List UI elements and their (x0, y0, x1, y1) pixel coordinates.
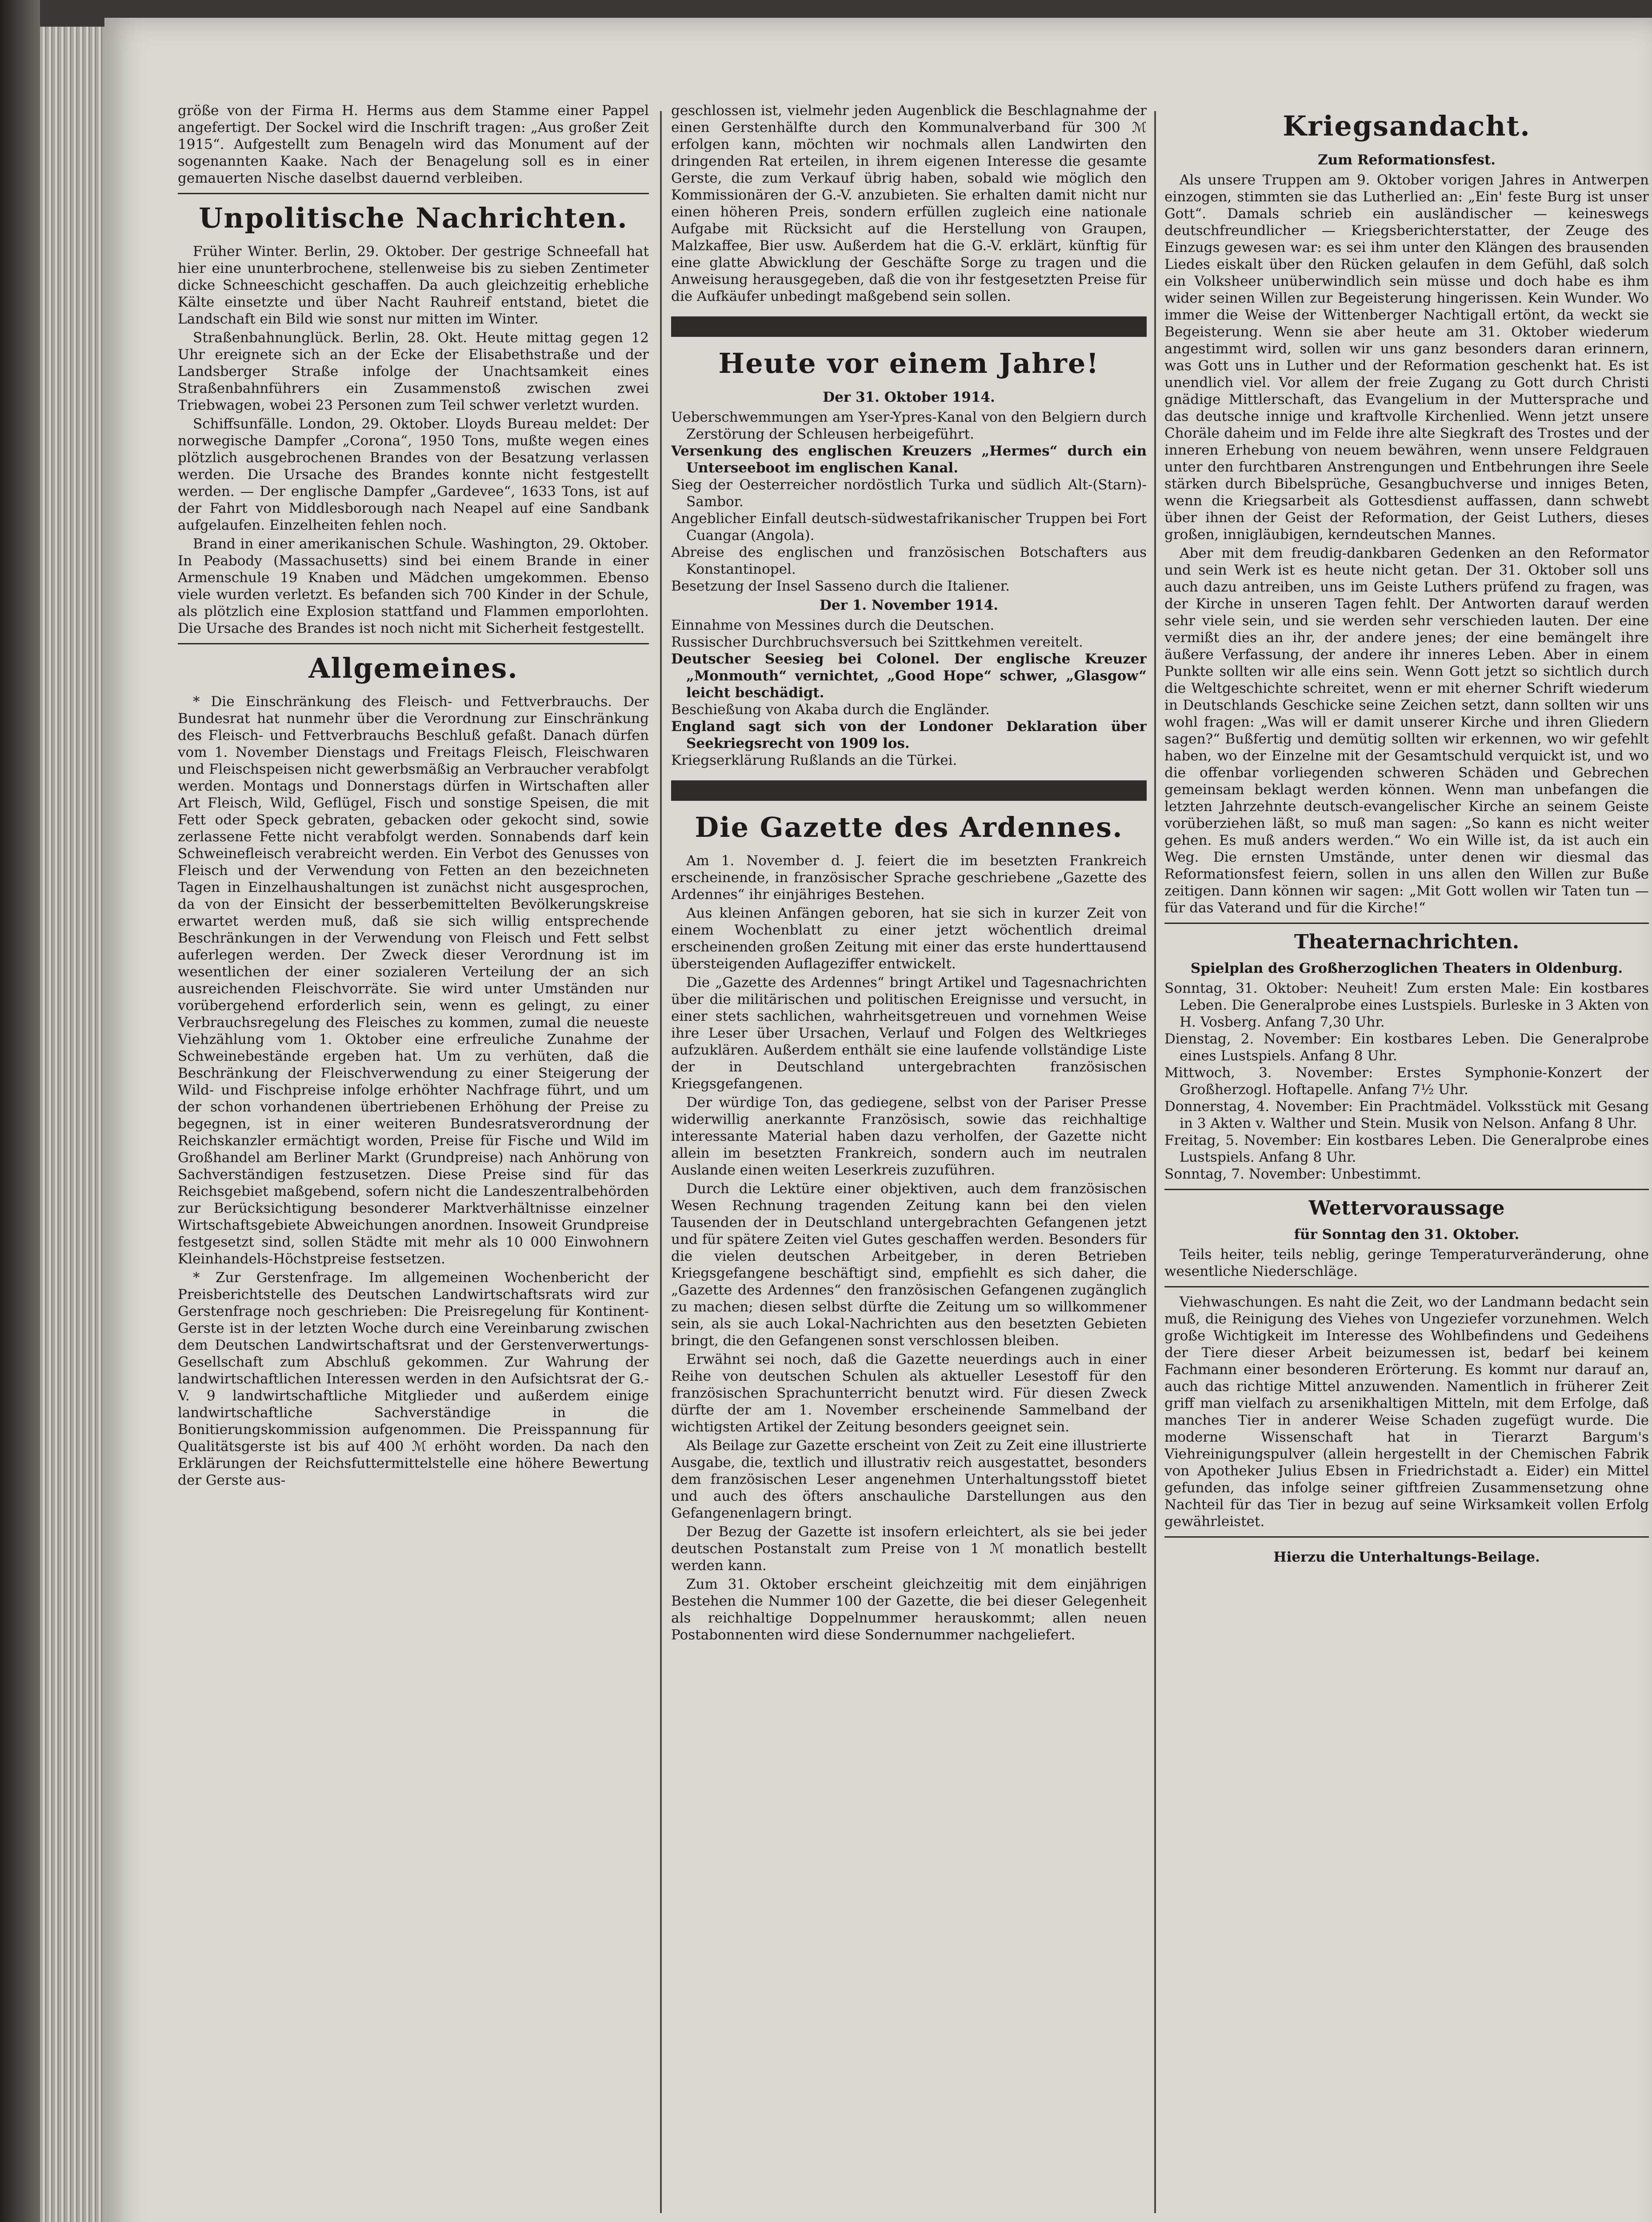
playbill-entry: Sonntag, 7. November: Unbestimmt. (1164, 1166, 1421, 1182)
section-heading-theaternachrichten: Theaternachrichten. (1294, 931, 1520, 953)
chronicle-item: Beschießung von Akaba durch die Engländer. (671, 702, 990, 718)
article-paragraph: Die „Gazette des Ardennes“ bringt Artikel und Tagesnachrichten über die militärischen und politischen Ereignisse und versucht, in einer stets sachlichen, wahrheitsgetreuen und vornehmen Weise ihre Leser über Ursachen, Verlauf und Folgen des Weltkrieges aufzuklären. Außerdem enthält sie eine laufende vollständige Liste der in Deutschland untergebrachten französischen Kriegsgefangenen. (671, 975, 1147, 1092)
chronicle-item: Einnahme von Messines durch die Deutschen. (671, 617, 995, 633)
playbill-entry: Dienstag, 2. November: Ein kostbares Leben. Die Generalprobe eines Lustspiels. Anfang 8 Uhr. (1164, 1031, 1649, 1064)
playbill-entry: Freitag, 5. November: Ein kostbares Leben. Die Generalprobe eines Lustspiels. Anfang 8 Uhr. (1164, 1132, 1649, 1165)
section-heading-kriegsandacht: Kriegsandacht. (1283, 110, 1531, 142)
chronicle-item: England sagt sich von der Londoner Deklaration über Seekriegsrecht von 1909 los. (671, 719, 1147, 751)
chronicle-item: Versenkung des englischen Kreuzers „Hermes“ durch ein Unterseeboot im englischen Kanal. (671, 443, 1147, 476)
column-rule (1154, 111, 1156, 2213)
news-item: Schiffsunfälle. London, 29. Oktober. Lloyds Bureau meldet: Der norwegische Dampfer „Corona“, 1950 Tons, mußte wegen eines plötzlich ausgebrochenen Brandes von der Besatzung verlassen werden. Die Ursache des Brandes konnte nicht festgestellt werden. — Der englische Dampfer „Gardevee“, 1633 Tons, ist auf der Fahrt von Middlesborough nach Neapel auf eine Sandbank aufgelaufen. Einzelheiten fehlen noch. (178, 416, 649, 533)
subheading: Spielplan des Großherzoglichen Theaters in Oldenburg. (1190, 960, 1623, 976)
article-paragraph: Zum 31. Oktober erscheint gleichzeitig mit dem einjährigen Bestehen die Nummer 100 der Gazette, die bei dieser Gelegenheit als reichhaltige Doppelnummer herauskommt; allen neuen Postabonnenten wird diese Sondernummer nachgeliefert. (671, 1576, 1147, 1643)
section-heading-allgemeines: Allgemeines. (308, 652, 518, 684)
divider (1164, 923, 1649, 924)
date-subheading: Der 1. November 1914. (819, 597, 999, 613)
divider (178, 643, 649, 644)
chronicle-item: Deutscher Seesieg bei Colonel. Der englische Kreuzer „Monmouth“ vernichtet, „Good Hope“ schwer, „Glasgow“ leicht beschädigt. (671, 651, 1147, 701)
article-paragraph: Erwähnt sei noch, daß die Gazette neuerdings auch in einer Reihe von deutschen Schulen als aktueller Lesestoff für den französischen Sprachunterricht benutzt wird. Für diesen Zweck dürfte der am 1. November erscheinende Sammelband der wichtigsten Artikel der Zeitung besonders geeignet sein. (671, 1351, 1147, 1435)
chronicle-item: Kriegserklärung Rußlands an die Türkei. (671, 752, 957, 768)
article-paragraph: * Die Einschränkung des Fleisch- und Fettverbrauchs. Der Bundesrat hat nunmehr über die Verordnung zur Einschränkung des Fleisch- und Fettverbrauchs Beschluß gefaßt. Danach dürfen vom 1. November Dienstags und Freitags Fleisch, Fleischwaren und Fleischspeisen nicht gewerbsmäßig an Verbraucher verabfolgt werden. Montags und Donnerstags dürfen in Wirtschaften aller Art Fleisch, Wild, Geflügel, Fisch und sonstige Speisen, die mit Fett oder Speck gebraten, gebacken oder gekocht sind, sowie zerlassene Fette nicht verabfolgt werden. Sonnabends darf kein Schweinefleisch verabreicht werden. Ein Verbot des Genusses von Fleisch und der Verwendung von Fetten an den bezeichneten Tagen in Einzelhaushaltungen ist zunächst nicht ausgesprochen, da von der Einsicht der besserbemittelten Bevölkerungskreise erwartet werden muß, daß sie sich willig entsprechende Beschränkungen in der Verwendung von Fleisch und Fett selbst auferlegen werden. Der Zweck dieser Verordnung ist im wesentlichen der einer sozialeren Verteilung der an sich ausreichenden Fleischvorräte. Sie wird unter Umständen nur vorübergehend erforderlich sein, wenn es gelingt, zu einer Verbrauchsregelung des Fleisches zu kommen, zumal die neueste Viehzählung vom 1. Oktober eine erfreuliche Zunahme der Schweinebestände ergeben hat. Um zu verhüten, daß die Beschränkung der Fleischverwendung zu einer Steigerung der Wild- und Fischpreise infolge erhöhter Nachfrage führt, und um der schon vorhandenen übertriebenen Erhöhung der Preise zu begegnen, ist in einer weiteren Bundesratsverordnung der Reichskanzler ermächtigt worden, Preise für Fische und Wild im Großhandel am Berliner Markt (Grundpreise) nach Anhörung von Sachverständigen festzusetzen. Diese Preise sind für das Reichsgebiet maßgebend, sofern nicht die Landeszentralbehörden zur Berücksichtigung besonderer Marktverhältnisse einzelner Wirtschaftsgebiete Abweichungen anordnen. Insoweit Grundpreise festgesetzt sind, sollen Städte mit mehr als 10 000 Einwohnern Kleinhandels-Höchstpreise festsetzen. (178, 694, 649, 1267)
section-heading-wettervoraussage: Wettervoraussage (1308, 1197, 1505, 1219)
heavy-divider (671, 316, 1147, 337)
chronicle-item: Russischer Durchbruchsversuch bei Szittkehmen vereitelt. (671, 634, 1083, 650)
advertorial-paragraph: Viehwaschungen. Es naht die Zeit, wo der Landmann bedacht sein muß, die Reinigung des Viehes von Ungeziefer vorzunehmen. Welch große Wichtigkeit im Interesse des Wohlbefindens und Gedeihens der Tiere dieser Arbeit beizumessen ist, bedarf bei keinem Fachmann einer besonderen Erörterung. Es kommt nur darauf an, auch das richtige Mittel anzuwenden. Namentlich in früherer Zeit griff man vielfach zu arsenikhaltigen Mitteln, mit dem Erfolge, daß manches Tier in anderer Weise Schaden zugefügt wurde. Die moderne Wissenschaft hat in Tierarzt Bargum's Viehreinigungspulver (allein hergestellt in der Chemischen Fabrik von Apotheker Julius Ebsen in Friedrichstadt a. Eider) ein Mittel gefunden, das infolge seiner giftfreien Zusammensetzung ohne Nachteil für das Tier in bezug auf seine Wirksamkeit vollen Erfolg gewährleistet. (1164, 1294, 1649, 1530)
subheading: für Sonntag den 31. Oktober. (1294, 1227, 1520, 1243)
section-heading-unpolitische-nachrichten: Unpolitische Nachrichten. (199, 202, 628, 234)
playbill-entry: Donnerstag, 4. November: Ein Prachtmädel. Volksstück mit Gesang in 3 Akten v. Walther und Stein. Musik von Nelson. Anfang 8 Uhr. (1164, 1099, 1649, 1131)
book-spine-shadow (0, 0, 40, 2222)
article-paragraph: Aus kleinen Anfängen geboren, hat sie sich in kurzer Zeit von einem Wochenblatt zu einer jetzt wöchentlich dreimal erscheinenden großen Zeitung mit einer das erste hunderttausend übersteigenden Auflageziffer entwickelt. (671, 905, 1147, 972)
column-right (1164, 102, 1649, 2222)
chronicle-item: Ueberschwemmungen am Yser-Ypres-Kanal von den Belgiern durch Zerstörung der Schleusen herbeigeführt. (671, 409, 1147, 442)
column-middle (671, 102, 1147, 2222)
supplement-note: Hierzu die Unterhaltungs-Beilage. (1273, 1549, 1540, 1565)
divider (1164, 1286, 1649, 1287)
playbill-entry: Mittwoch, 3. November: Erstes Symphonie-Konzert der Großherzogl. Hoftapelle. Anfang 7½ Uhr. (1164, 1065, 1649, 1098)
weather-forecast: Teils heiter, teils neblig, geringe Temperaturveränderung, ohne wesentliche Niederschläge. (1164, 1247, 1649, 1279)
article-continuation: geschlossen ist, vielmehr jeden Augenblick die Beschlagnahme der einen Gerstenhälfte durch den Kommunalverband für 300 ℳ erfolgen kann, möchten wir nochmals allen Landwirten den dringenden Rat erteilen, in ihrem eigenen Interesse die gesamte Gerste, die zum Verkauf übrig haben, sobald wie möglich den Kommissionären der G.-V. anzubieten. Sie erhalten damit nicht nur einen höheren Preis, sondern erfüllen zugleich eine nationale Aufgabe mit Rücksicht auf die Herstellung von Graupen, Malzkaffee, Bier usw. Außerdem hat die G.-V. erklärt, künftig für eine glatte Abwicklung der Geschäfte Sorge zu tragen und die Anweisung herausgegeben, daß die von ihr festgesetzten Preise für die Aufkäufer unbedingt maßgebend sein sollen. (671, 103, 1147, 304)
news-item: Straßenbahnunglück. Berlin, 28. Okt. Heute mittag gegen 12 Uhr ereignete sich an der Ecke der Elisabethstraße und der Landsberger Straße infolge der Unachtsamkeit eines Straßenbahnführers ein Zusammenstoß zwischen zwei Triebwagen, wobei 23 Personen zum Teil schwer verletzt wurden. (178, 330, 649, 413)
divider (178, 193, 649, 194)
chronicle-item: Angeblicher Einfall deutsch-südwestafrikanischer Truppen bei Fort Cuangar (Angola). (671, 511, 1147, 544)
divider (1164, 1189, 1649, 1190)
date-subheading: Der 31. Oktober 1914. (823, 389, 995, 405)
article-paragraph: Der würdige Ton, das gediegene, selbst von der Pariser Presse widerwillig anerkannte Französisch, sowie das reichhaltige interessante Material haben dazu verholfen, der Gazette nicht allein im besetzten Frankreich, sondern auch im neutralen Auslande einen weiten Leserkreis zuzuführen. (671, 1095, 1147, 1178)
column-rule (660, 111, 662, 2213)
chronicle-item: Abreise des englischen und französischen Botschafters aus Konstantinopel. (671, 544, 1147, 577)
article-paragraph: Als unsere Truppen am 9. Oktober vorigen Jahres in Antwerpen einzogen, stimmten sie das Lutherlied an: „Ein' feste Burg ist unser Gott“. Damals schrieb ein ausländischer — keineswegs deutschfreundlicher — Kriegsberichterstatter, der Zeuge des Einzugs gewesen war: es sei ihm unter den Klängen des brausenden Liedes eiskalt über den Rücken gelaufen in dem Gefühl, daß solch ein Volksheer unüberwindlich sein müsse und doch habe es ihm wider seinen Willen zur Begeisterung hingerissen. Kein Wunder. Wo immer die Weise der Wittenberger Nachtigall ertönt, da weckt sie Begeisterung. Wenn sie aber heute am 31. Oktober wiederum angestimmt wird, sollen wir uns ganz besonders daran erinnern, was Gott uns in Luther und der Reformation geschenkt hat. Es ist unendlich viel. Vor allem der freie Zugang zu Gott durch Christi gnädige Mittlerschaft, das Evangelium in der Muttersprache und das deutsche innige und kraftvolle Kirchenlied. Wenn jetzt unsere Choräle daheim und im Felde ihre alte Siegkraft des Trostes und der inneren Erhebung von neuem bewähren, wenn unsere Feldgrauen unter den furchtbaren Anstrengungen und Entbehrungen ihre Seele stärken durch Bibelsprüche, Gesangbuchverse und inniges Beten, wenn die Kriegsarbeit als Gottesdienst auffassen, dann schwebt über ihnen der Geist der Reformation, der Geist Luthers, dieses großen, innigläubigen, kerndeutschen Mannes. (1164, 172, 1649, 543)
subheading: Zum Reformationsfest. (1318, 152, 1496, 168)
article-paragraph: * Zur Gerstenfrage. Im allgemeinen Wochenbericht der Preisberichtstelle des Deutschen Landwirtschaftsrats wird zur Gerstenfrage noch geschrieben: Die Preisregelung für Kontinent-Gerste ist in der letzten Woche durch eine Vereinbarung zwischen dem Deutschen Landwirtschaftsrat und der Gerstenverwertungs-Gesellschaft zum Abschluß gekommen. Zur Wahrung der landwirtschaftlichen Interessen werden in den Aufsichtsrat der G.-V. 9 landwirtschaftliche Mitglieder und außerdem einige landwirtschaftliche Sachverständige in die Bonitierungskommission aufgenommen. Die Preisspannung für Qualitätsgerste ist bis auf 400 ℳ erhöht worden. Da nach den Erklärungen der Reichsfuttermittelstelle eine höhere Bewertung der Gerste aus- (178, 1270, 649, 1488)
playbill-entry: Sonntag, 31. Oktober: Neuheit! Zum ersten Male: Ein kostbares Leben. Die Generalprobe eines Lustspiels. Burleske in 3 Akten von H. Vosberg. Anfang 7,30 Uhr. (1164, 980, 1649, 1030)
divider (1164, 1536, 1649, 1538)
article-paragraph: Durch die Lektüre einer objektiven, auch dem französischen Wesen Rechnung tragenden Zeitung kann bei den vielen Tausenden der in Deutschland untergebrachten Gefangenen jetzt und für spätere Zeiten viel Gutes geschaffen werden. Besonders für die vielen deutschen Arbeitgeber, in deren Betrieben Kriegsgefangene beschäftigt sind, empfiehlt es sich daher, die „Gazette des Ardennes“ den französischen Gefangenen zugänglich zu machen; diesen selbst dürfte die Zeitung um so willkommener sein, als sie auch Lokal-Nachrichten aus den besetzten Gebieten bringt, die den Gefangenen sonst verschlossen bleiben. (671, 1181, 1147, 1349)
column-left (178, 102, 649, 2222)
article-paragraph: Als Beilage zur Gazette erscheint von Zeit zu Zeit eine illustrierte Ausgabe, die, textlich und illustrativ reich ausgestattet, besonders dem französischen Leser angenehmen Unterhaltungsstoff bietet und auch des öfters anschauliche Darstellungen aus den Gefangenenlagern bringt. (671, 1438, 1147, 1521)
article-paragraph: Aber mit dem freudig-dankbaren Gedenken an den Reformator und sein Werk ist es heute nicht getan. Der 31. Oktober soll uns auch dazu antreiben, uns im Geiste Luthers prüfend zu fragen, was der Kirche in unseren Tagen fehlt. Der Antworten darauf werden sehr viele sein, und sie werden sehr verschieden lauten. Der eine vermißt dies an ihr, der andere jenes; der eine bemängelt ihre äußere Verfassung, der andere ihr inneres Leben. Aber in einem Punkte sollten wir alle eins sein. Wenn Gott jetzt so sichtlich durch die Weltgeschichte schreitet, wenn er mit eherner Schrift wiederum in Deutschlands Geschicke seine Zeichen setzt, dann sollten wir uns wohl fragen: „Was will er damit unserer Kirche und ihren Gliedern sagen?“ Bußfertig und demütig sollten wir erkennen, wo wir gefehlt haben, wo der Einzelne mit der Gesamtschuld verquickt ist, und wo die offenbar vorliegenden schweren Schäden und Gebrechen gemeinsam beklagt werden können. Wenn man unbefangen die letzten Jahrzehnte deutsch-evangelischer Kirche an seinem Geiste vorüberziehen läßt, so muß man sagen: „So kann es nicht weiter gehen. Es muß anders werden.“ Wo ein Wille ist, da ist auch ein Weg. Die ernsten Umstände, unter denen wir diesmal das Reformationsfest feiern, sollen in uns allen den Willen zur Buße zeitigen. Dann können wir sagen: „Mit Gott wollen wir Taten tun — für das Vaterand und für die Kirche!“ (1164, 545, 1649, 916)
news-item: Brand in einer amerikanischen Schule. Washington, 29. Oktober. In Peabody (Massachusetts) sind bei einem Brande in einer Armenschule 19 Knaben und Mädchen umgekommen. Ebenso viele wurden verletzt. Es befanden sich 700 Kinder in der Schule, als plötzlich eine Explosion stattfand und Flammen emporlohten. Die Ursache des Brandes ist noch nicht mit Sicherheit festgestellt. (178, 536, 649, 636)
article-paragraph: Der Bezug der Gazette ist insofern erleichtert, als sie bei jeder deutschen Postanstalt zum Preise von 1 ℳ monatlich bestellt werden kann. (671, 1524, 1147, 1574)
chronicle-item: Besetzung der Insel Sasseno durch die Italiener. (671, 578, 1010, 594)
article-paragraph: Am 1. November d. J. feiert die im besetzten Frankreich erscheinende, in französischer Sprache geschriebene „Gazette des Ardennes“ ihr einjähriges Bestehen. (671, 853, 1147, 903)
section-heading-gazette-des-ardennes: Die Gazette des Ardennes. (695, 811, 1123, 843)
heavy-divider (671, 780, 1147, 801)
article-continuation: größe von der Firma H. Herms aus dem Stamme einer Pappel angefertigt. Der Sockel wird die Inschrift tragen: „Aus großer Zeit 1915“. Aufgestellt zum Benageln wird das Monument auf der sogenannten Kaake. Nach der Benagelung soll es in einer gemauerten Nische daselbst dauernd verbleiben. (178, 103, 649, 186)
chronicle-item: Sieg der Oesterreicher nordöstlich Turka und südlich Alt-(Starn)-Sambor. (671, 477, 1147, 510)
book-page-edges (40, 27, 107, 2222)
news-item: Früher Winter. Berlin, 29. Oktober. Der gestrige Schneefall hat hier eine ununterbrochene, stellenweise bis zu sieben Zentimeter dicke Schneeschicht geschaffen. Da auch gleichzeitig erhebliche Kälte einsetzte und über Nacht Rauhreif entstand, bietet die Landschaft ein Bild wie sonst nur mitten im Winter. (178, 244, 649, 327)
section-heading-heute-vor-einem-jahre: Heute vor einem Jahre! (718, 347, 1100, 380)
